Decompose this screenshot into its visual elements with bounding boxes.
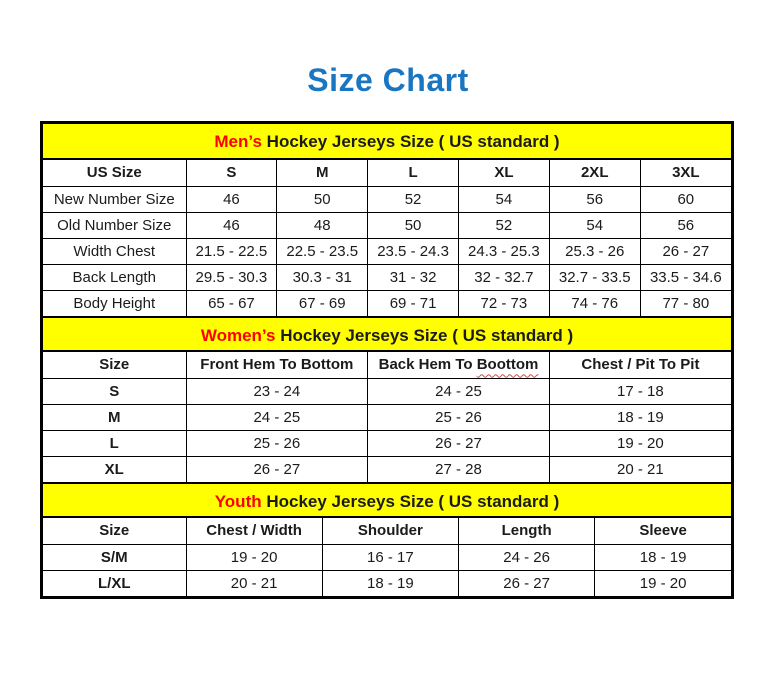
- table-cell: 52: [458, 212, 549, 238]
- table-cell: 54: [458, 186, 549, 212]
- column-header: Chest / Width: [186, 518, 322, 544]
- column-header: 3XL: [640, 160, 731, 186]
- mens-size-table: [43, 160, 731, 316]
- womens-header-row: [43, 352, 731, 378]
- table-cell: 20 - 21: [549, 456, 731, 482]
- table-cell: 26 - 27: [368, 430, 550, 456]
- column-header: Shoulder: [322, 518, 458, 544]
- table-cell: 26 - 27: [640, 238, 731, 264]
- column-header: [368, 352, 550, 378]
- table-cell: 50: [277, 186, 368, 212]
- table-cell: 23.5 - 24.3: [368, 238, 459, 264]
- table-cell: 22.5 - 23.5: [277, 238, 368, 264]
- table-cell: 23 - 24: [186, 378, 368, 404]
- row-label: Back Length: [43, 264, 186, 290]
- table-cell: 72 - 73: [458, 290, 549, 316]
- table-cell: 20 - 21: [186, 570, 322, 596]
- table-cell: 24 - 25: [186, 404, 368, 430]
- table-cell: 19 - 20: [549, 430, 731, 456]
- table-row: [43, 238, 731, 264]
- column-header: L: [368, 160, 459, 186]
- page-title: Size Chart: [307, 62, 469, 98]
- table-cell: 19 - 20: [186, 544, 322, 570]
- table-cell: 25 - 26: [368, 404, 550, 430]
- column-header-text: Back Hem To: [378, 356, 473, 374]
- table-cell: 77 - 80: [640, 290, 731, 316]
- table-cell: 18 - 19: [549, 404, 731, 430]
- row-label: Width Chest: [43, 238, 186, 264]
- table-cell: 24 - 25: [368, 378, 550, 404]
- row-label: L/XL: [43, 570, 186, 596]
- column-header: Chest / Pit To Pit: [549, 352, 731, 378]
- table-row: [43, 430, 731, 456]
- table-cell: 67 - 69: [277, 290, 368, 316]
- womens-banner-text: Hockey Jerseys Size ( US standard ): [280, 326, 574, 345]
- table-cell: 24.3 - 25.3: [458, 238, 549, 264]
- column-header: XL: [458, 160, 549, 186]
- table-cell: 29.5 - 30.3: [186, 264, 277, 290]
- youth-header-row: [43, 518, 731, 544]
- row-label: L: [43, 430, 186, 456]
- mens-section-banner: [43, 124, 731, 160]
- youth-banner-text: Hockey Jerseys Size ( US standard ): [266, 492, 560, 511]
- row-label: Body Height: [43, 290, 186, 316]
- table-row: [43, 378, 731, 404]
- table-cell: 54: [549, 212, 640, 238]
- row-label: M: [43, 404, 186, 430]
- row-label: XL: [43, 456, 186, 482]
- column-header: Size: [43, 518, 186, 544]
- table-cell: 56: [640, 212, 731, 238]
- womens-banner-highlight: Women’s: [200, 326, 276, 345]
- column-header: Sleeve: [595, 518, 731, 544]
- table-cell: 19 - 20: [595, 570, 731, 596]
- table-row: [43, 212, 731, 238]
- table-cell: 21.5 - 22.5: [186, 238, 277, 264]
- table-row: [43, 544, 731, 570]
- table-row: [43, 186, 731, 212]
- table-cell: 46: [186, 186, 277, 212]
- misspelled-word: Boottom: [476, 356, 539, 374]
- table-cell: 74 - 76: [549, 290, 640, 316]
- row-label: New Number Size: [43, 186, 186, 212]
- table-cell: 32.7 - 33.5: [549, 264, 640, 290]
- table-cell: 26 - 27: [186, 456, 368, 482]
- table-cell: 50: [368, 212, 459, 238]
- table-row: [43, 290, 731, 316]
- column-header: Size: [43, 352, 186, 378]
- mens-banner-highlight: Men’s: [214, 132, 262, 151]
- table-cell: 56: [549, 186, 640, 212]
- table-cell: 33.5 - 34.6: [640, 264, 731, 290]
- mens-banner-text: Hockey Jerseys Size ( US standard ): [266, 132, 560, 151]
- size-chart-container: [40, 121, 734, 599]
- table-cell: 60: [640, 186, 731, 212]
- column-header: S: [186, 160, 277, 186]
- table-cell: 16 - 17: [322, 544, 458, 570]
- table-cell: 69 - 71: [368, 290, 459, 316]
- table-cell: 24 - 26: [459, 544, 595, 570]
- table-cell: 17 - 18: [549, 378, 731, 404]
- youth-banner-highlight: Youth: [214, 492, 262, 511]
- table-cell: 32 - 32.7: [458, 264, 549, 290]
- column-header: Length: [459, 518, 595, 544]
- womens-size-table: [43, 352, 731, 482]
- mens-header-row: [43, 160, 731, 186]
- table-cell: 18 - 19: [595, 544, 731, 570]
- youth-section-banner: [43, 482, 731, 518]
- table-cell: 18 - 19: [322, 570, 458, 596]
- column-header: M: [277, 160, 368, 186]
- row-label: Old Number Size: [43, 212, 186, 238]
- table-cell: 52: [368, 186, 459, 212]
- table-row: [43, 404, 731, 430]
- womens-section-banner: [43, 316, 731, 352]
- column-header: 2XL: [549, 160, 640, 186]
- youth-size-table: [43, 518, 731, 596]
- table-cell: 25 - 26: [186, 430, 368, 456]
- table-cell: 25.3 - 26: [549, 238, 640, 264]
- table-cell: 31 - 32: [368, 264, 459, 290]
- table-row: [43, 456, 731, 482]
- table-cell: 27 - 28: [368, 456, 550, 482]
- column-header: Front Hem To Bottom: [186, 352, 368, 378]
- row-label: S: [43, 378, 186, 404]
- table-row: [43, 264, 731, 290]
- row-label: S/M: [43, 544, 186, 570]
- table-cell: 26 - 27: [459, 570, 595, 596]
- table-cell: 30.3 - 31: [277, 264, 368, 290]
- table-row: [43, 570, 731, 596]
- table-cell: 65 - 67: [186, 290, 277, 316]
- table-cell: 48: [277, 212, 368, 238]
- column-header: US Size: [43, 160, 186, 186]
- table-cell: 46: [186, 212, 277, 238]
